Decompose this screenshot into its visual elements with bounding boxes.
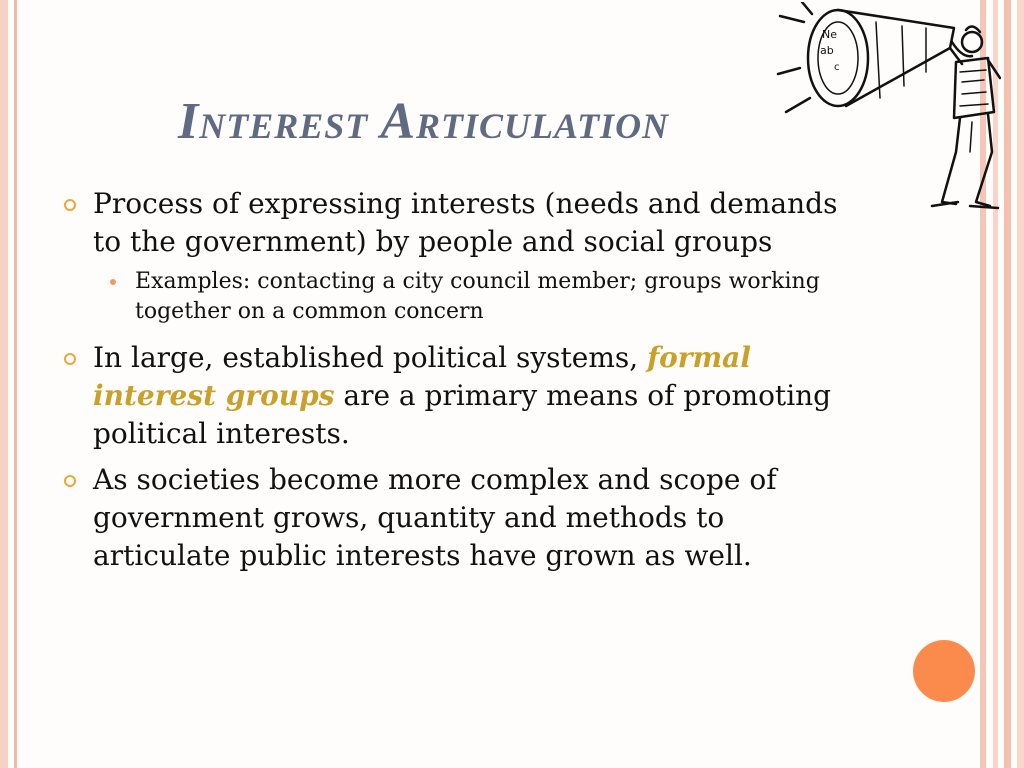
slide-title: Interest Articulation — [178, 93, 670, 150]
svg-text:ab: ab — [820, 44, 834, 57]
ring-bullet-icon — [64, 199, 76, 211]
bullet-item — [58, 185, 858, 261]
bullet-text: Process of expressing interests (needs and demands to the government) by people and social groups — [93, 187, 838, 258]
right-border-stripe — [1017, 0, 1024, 768]
left-border-stripe — [0, 0, 8, 768]
bullet-item — [58, 339, 858, 453]
sub-bullet-text: Examples: contacting a city council member; groups working together on a common concern — [135, 269, 820, 324]
ring-bullet-icon — [64, 475, 76, 487]
ring-bullet-icon — [64, 353, 76, 365]
svg-text:c: c — [834, 62, 840, 73]
sub-bullet-item — [58, 267, 858, 327]
dot-bullet-icon — [110, 279, 116, 285]
bullet-text: As societies become more complex and scope of government grows, quantity and methods to articulate public interests have grown as well. — [93, 463, 777, 572]
bullet-item — [58, 461, 858, 575]
bullet-list — [58, 185, 858, 583]
left-border-line — [14, 0, 17, 768]
svg-text:Ne: Ne — [822, 28, 837, 41]
right-border-stripe — [1004, 0, 1011, 768]
decorative-circle — [913, 640, 975, 702]
bullet-text-end: are a primary means of promoting political interests. — [93, 379, 832, 450]
bullet-text-start: In large, established political systems, — [93, 341, 648, 374]
emphasized-term: formal interest groups — [93, 341, 751, 412]
